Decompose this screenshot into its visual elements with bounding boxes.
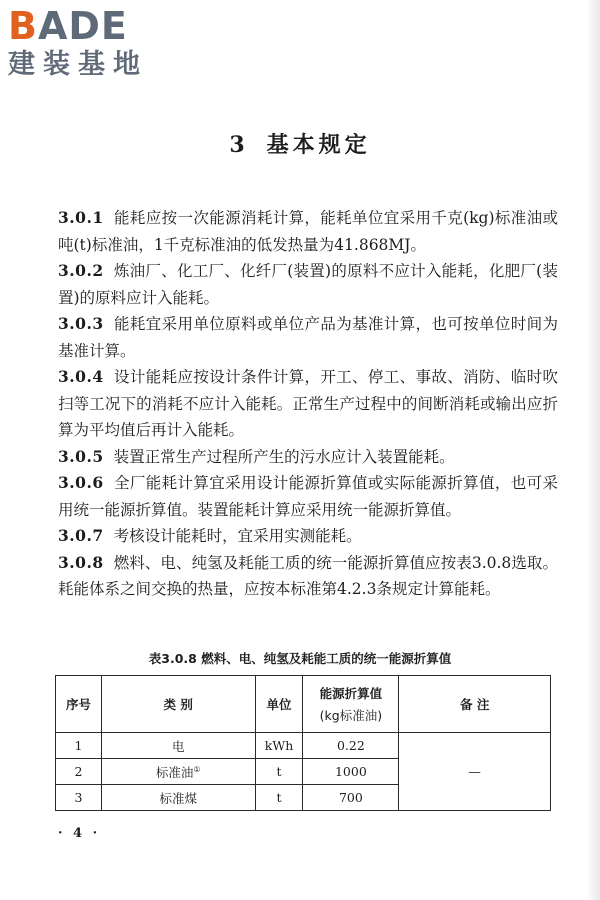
cell-unit: t bbox=[255, 785, 303, 811]
cell-seq: 2 bbox=[56, 759, 102, 785]
clause-text: 考核设计能耗时，宜采用实测能耗。 bbox=[113, 527, 362, 545]
footnote-mark: ① bbox=[193, 764, 201, 774]
header-value: 能源折算值 (kg标准油) bbox=[303, 676, 399, 733]
clause-text: 能耗应按一次能源消耗计算，能耗单位宜采用千克(kg)标准油或吨(t)标准油，1千克标准油的低发热量为41.868MJ。 bbox=[58, 209, 558, 254]
chapter-heading: 基本规定 bbox=[266, 132, 371, 158]
clause bbox=[58, 205, 558, 258]
clause-number: 3.0.2 bbox=[58, 261, 104, 280]
header-category: 类 别 bbox=[101, 676, 255, 733]
page-edge-shadow bbox=[586, 0, 600, 900]
clause-text: 全厂能耗计算宜采用设计能源折算值或实际能源折算值，也可采用统一能源折算值。装置能耗计算应采用统一能源折算值。 bbox=[58, 474, 558, 519]
chapter-title bbox=[0, 128, 600, 159]
clause bbox=[58, 444, 558, 471]
cell-value: 1000 bbox=[303, 759, 399, 785]
clause-list bbox=[58, 205, 558, 603]
clause-text: 炼油厂、化工厂、化纤厂(装置)的原料不应计入能耗，化肥厂(装置)的原料应计入能耗。 bbox=[58, 262, 558, 307]
cell-category: 标准煤 bbox=[101, 785, 255, 811]
cell-seq: 1 bbox=[56, 733, 102, 759]
table-row bbox=[56, 733, 551, 759]
cell-value: 0.22 bbox=[303, 733, 399, 759]
header-remark: 备 注 bbox=[399, 676, 551, 733]
clause bbox=[58, 311, 558, 364]
clause-number: 3.0.4 bbox=[58, 367, 104, 386]
logo bbox=[8, 6, 178, 82]
clause bbox=[58, 258, 558, 311]
cell-value: 700 bbox=[303, 785, 399, 811]
table-header-row bbox=[56, 676, 551, 733]
energy-conversion-table bbox=[55, 675, 551, 811]
page-number: · 4 · bbox=[58, 826, 101, 841]
header-unit: 单位 bbox=[255, 676, 303, 733]
clause bbox=[58, 550, 558, 603]
clause bbox=[58, 470, 558, 523]
header-seq: 序号 bbox=[56, 676, 102, 733]
clause bbox=[58, 523, 558, 550]
clause-text: 能耗宜采用单位原料或单位产品为基准计算，也可按单位时间为基准计算。 bbox=[58, 315, 558, 360]
clause-text: 燃料、电、纯氢及耗能工质的统一能源折算值应按表3.0.8选取。耗能体系之间交换的热量，应按本标准第4.2.3条规定计算能耗。 bbox=[58, 553, 558, 598]
cell-category: 标准油① bbox=[101, 759, 255, 785]
cell-category: 电 bbox=[101, 733, 255, 759]
logo-wordmark: BADE bbox=[8, 4, 128, 48]
cell-remark: — bbox=[399, 733, 551, 811]
clause-number: 3.0.6 bbox=[58, 473, 104, 492]
chapter-number: 3 bbox=[229, 132, 249, 158]
clause-number: 3.0.7 bbox=[58, 526, 104, 545]
logo-subtitle: 建装基地 bbox=[8, 49, 148, 80]
clause-number: 3.0.3 bbox=[58, 314, 104, 333]
cell-seq: 3 bbox=[56, 785, 102, 811]
clause-number: 3.0.1 bbox=[58, 208, 104, 227]
table-caption: 表3.0.8 燃料、电、纯氢及耗能工质的统一能源折算值 bbox=[148, 651, 452, 666]
clause-number: 3.0.8 bbox=[58, 552, 104, 572]
clause-text: 设计能耗应按设计条件计算，开工、停工、事故、消防、临时吹扫等工况下的消耗不应计入能耗。正常生产过程中的间断消耗或输出应折算为平均值后再计入能耗。 bbox=[58, 368, 558, 439]
cell-unit: kWh bbox=[255, 733, 303, 759]
clause-number: 3.0.5 bbox=[58, 446, 104, 466]
clause-text: 装置正常生产过程所产生的污水应计入装置能耗。 bbox=[113, 447, 455, 466]
clause bbox=[58, 364, 558, 444]
cell-unit: t bbox=[255, 759, 303, 785]
